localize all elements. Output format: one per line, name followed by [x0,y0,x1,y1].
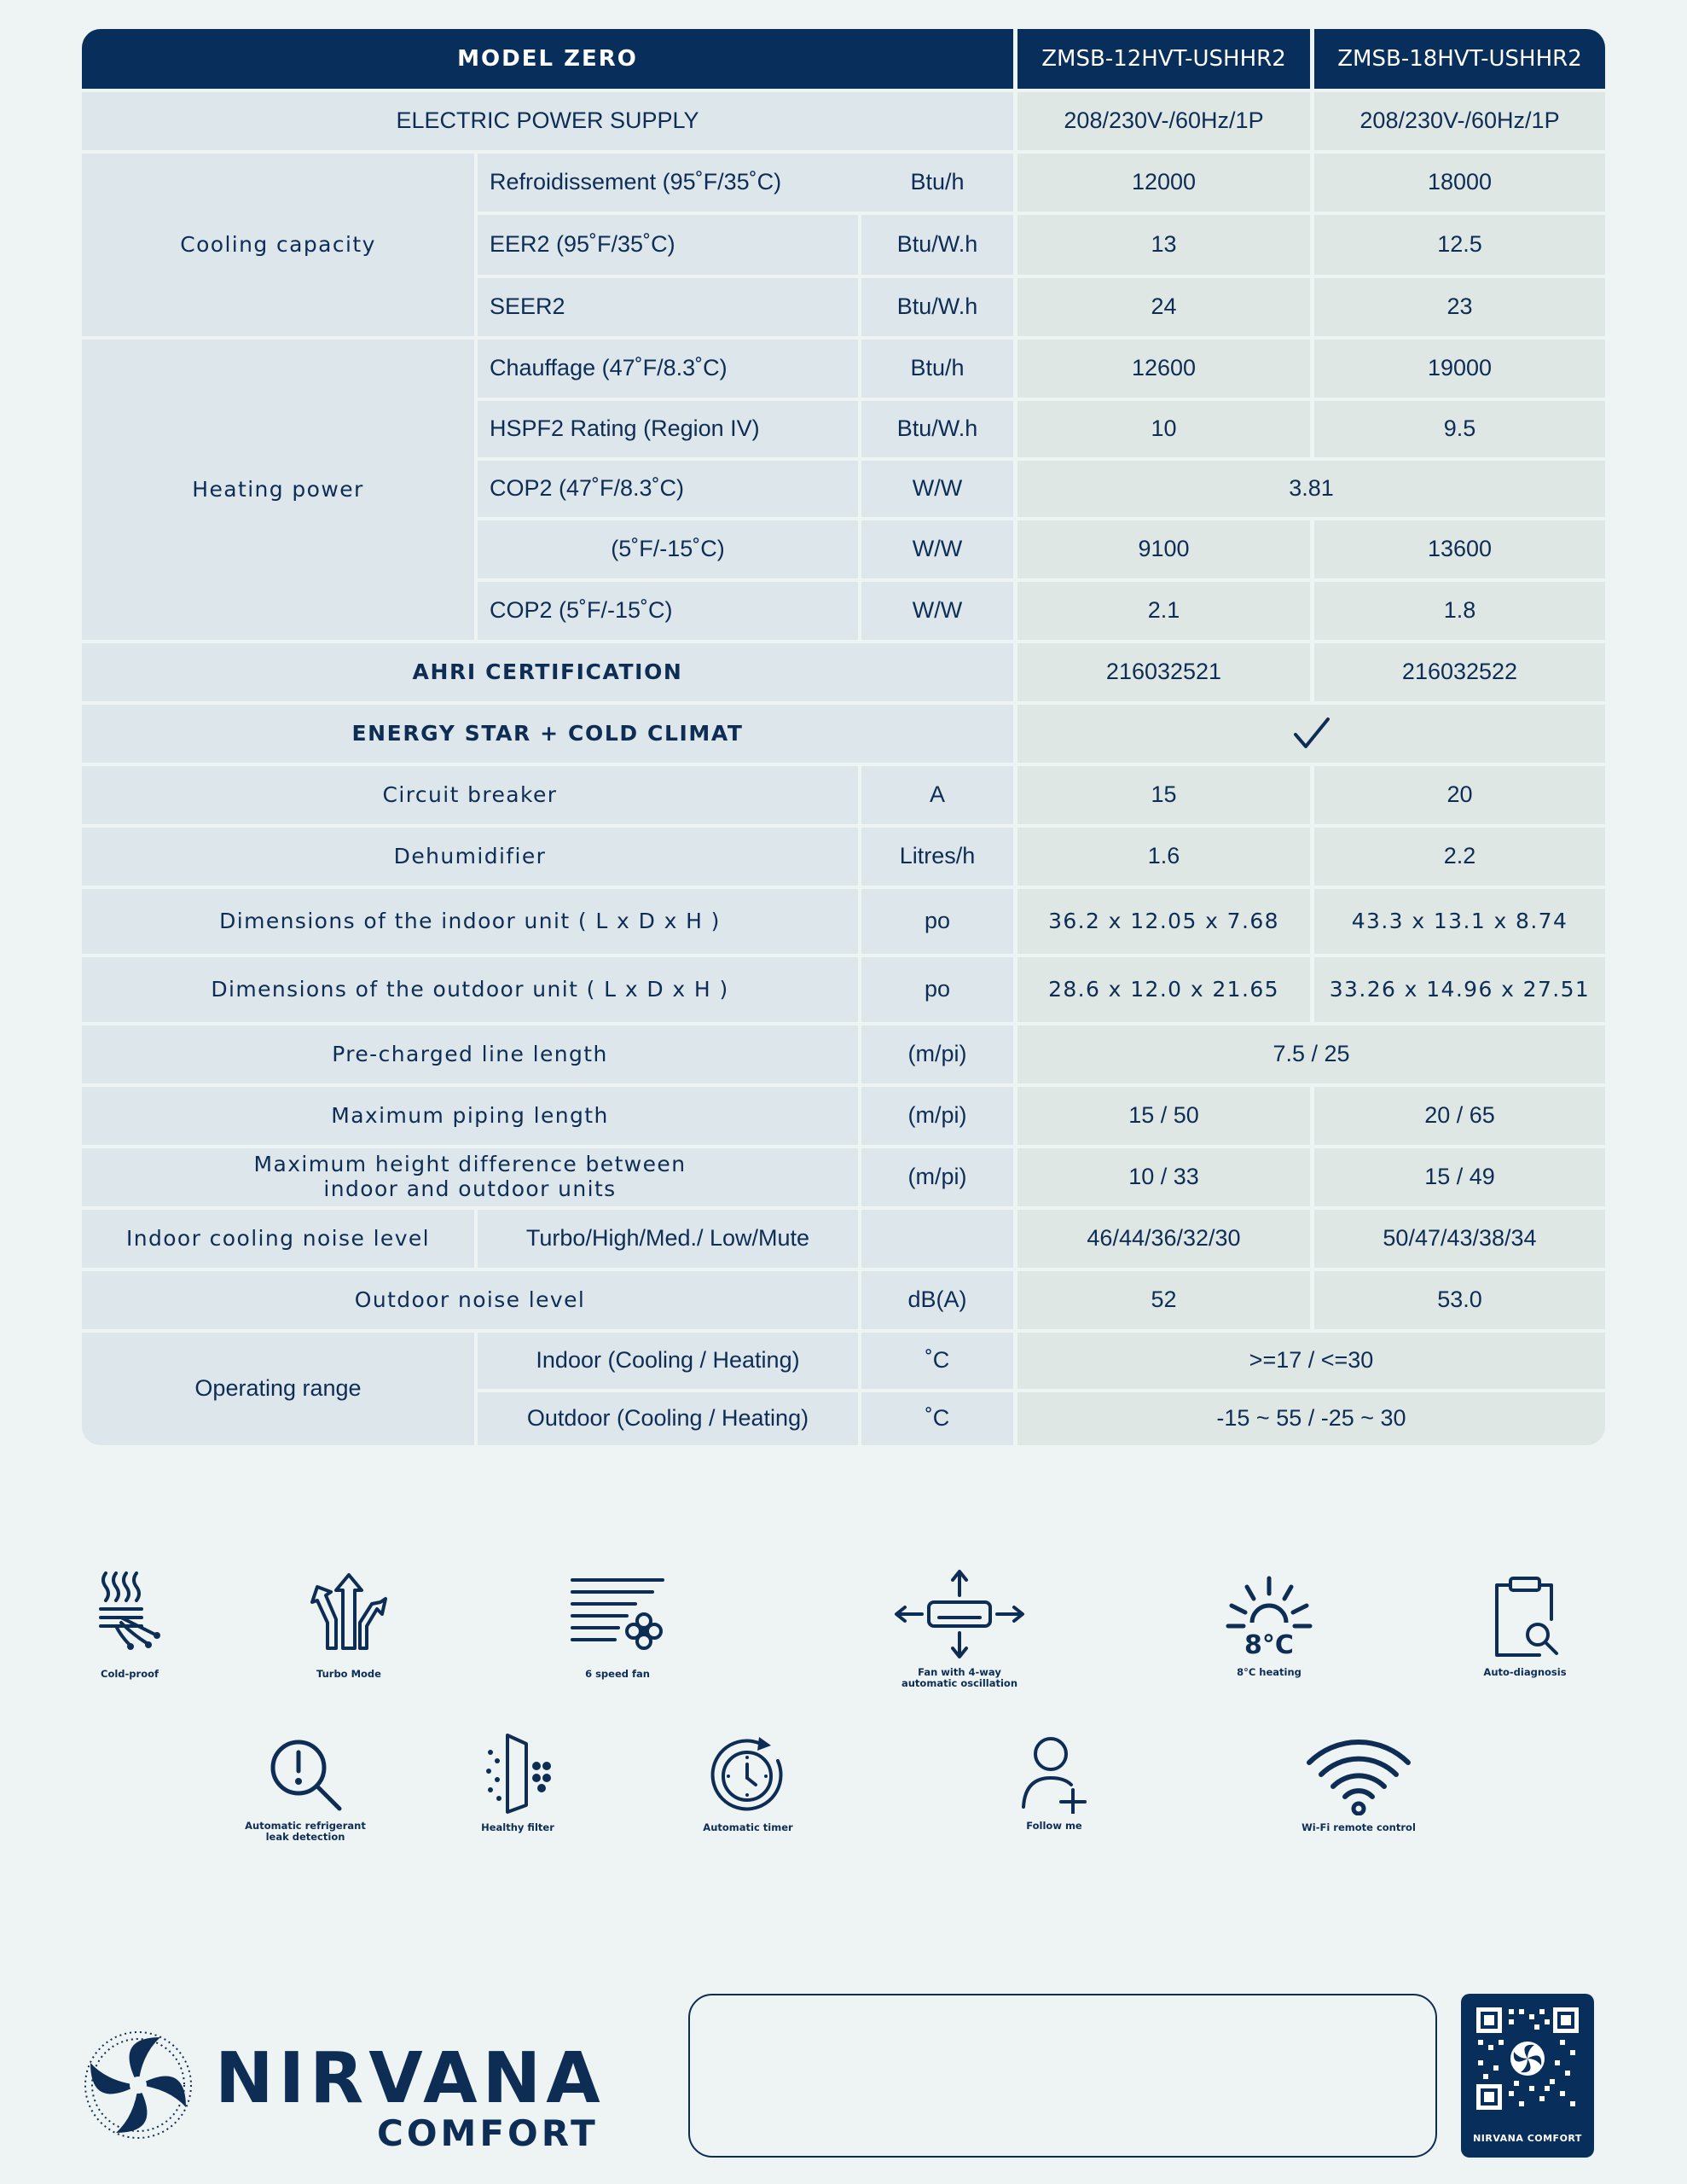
heating-row-value: 10 [1017,401,1310,457]
outdoor-noise-value-1: 52 [1017,1271,1310,1329]
healthy-filter-icon [482,1732,554,1815]
feature-automatic-timer [693,1735,803,1833]
heating-row-value: 9100 [1017,520,1310,578]
outdoor-noise-label: Outdoor noise level [82,1271,858,1329]
feature-leak-detection [230,1735,380,1843]
feature-label: Auto-diagnosis [1483,1666,1567,1678]
brand-subtitle: COMFORT [377,2112,599,2154]
model-title: MODEL ZERO [82,29,1013,89]
model-header-2: ZMSB-18HVT-USHHR2 [1314,29,1605,89]
heating-row-unit: W/W [861,520,1013,578]
precharged-label: Pre-charged line length [82,1025,858,1083]
model-header-1: ZMSB-12HVT-USHHR2 [1017,29,1310,89]
feature-label: Turbo Mode [316,1668,381,1680]
heating-row-merged-value: 3.81 [1017,461,1605,517]
brand-logo [78,2022,607,2154]
max-height-value-1: 10 / 33 [1017,1148,1310,1206]
max-piping-value-1: 15 / 50 [1017,1087,1310,1145]
qr-code-icon [1475,2006,1580,2111]
circuit-breaker-label: Circuit breaker [82,766,858,824]
circuit-breaker-value-2: 20 [1314,766,1605,824]
indoor-noise-sub: Turbo/High/Med./ Low/Mute [478,1210,858,1268]
heating-row-name: (5˚F/-15˚C) [478,520,858,578]
circuit-breaker-value-1: 15 [1017,766,1310,824]
heating-row-value: 2.1 [1017,582,1310,640]
cold-proof-icon [87,1566,172,1662]
max-height-unit: (m/pi) [861,1148,1013,1206]
fan-speed-icon [567,1573,668,1662]
dim-indoor-value-1: 36.2 x 12.05 x 7.68 [1017,889,1310,954]
feature-6-speed-fan [559,1573,675,1680]
qr-code-card [1461,1994,1594,2158]
indoor-noise-value-1: 46/44/36/32/30 [1017,1210,1310,1268]
max-piping-unit: (m/pi) [861,1087,1013,1145]
heating-group-label: Heating power [82,340,474,640]
max-height-label: Maximum height difference between indoor and outdoor units [82,1148,858,1206]
cooling-row-unit: Btu/h [861,154,1013,212]
feature-label: 6 speed fan [585,1668,650,1680]
cooling-group-label: Cooling capacity [82,154,474,336]
cooling-row-name: EER2 (95˚F/35˚C) [478,215,858,275]
cooling-row-name: SEER2 [478,278,858,336]
follow-me-icon [1020,1735,1088,1814]
dim-indoor-label: Dimensions of the indoor unit ( L x D x H ) [82,889,858,954]
nirvana-fan-logo-icon [78,2025,198,2145]
dehumidifier-value-2: 2.2 [1314,828,1605,886]
cooling-row-value: 12000 [1017,154,1310,212]
max-height-value-2: 15 / 49 [1314,1148,1605,1206]
outdoor-noise-unit: dB(A) [861,1271,1013,1329]
oscillation-icon [891,1566,1028,1660]
outdoor-noise-value-2: 53.0 [1314,1271,1605,1329]
feature-wifi [1288,1737,1429,1833]
heating-row-name: HSPF2 Rating (Region IV) [478,401,858,457]
operating-row-value: -15 ~ 55 / -25 ~ 30 [1017,1392,1605,1445]
heating-row-value: 13600 [1314,520,1605,578]
checkmark-icon [1292,714,1331,753]
dehumidifier-value-1: 1.6 [1017,828,1310,886]
indoor-noise-label: Indoor cooling noise level [82,1210,474,1268]
power-supply-value-2: 208/230V-/60Hz/1P [1314,92,1605,150]
dim-indoor-unit: po [861,889,1013,954]
qr-caption: NIRVANA COMFORT [1473,2133,1582,2144]
feature-label: 8°C heating [1237,1666,1301,1678]
cooling-row-unit: Btu/W.h [861,278,1013,336]
energy-star-value [1017,705,1605,763]
circuit-breaker-unit: A [861,766,1013,824]
feature-8c-heating [1218,1575,1320,1678]
power-supply-value-1: 208/230V-/60Hz/1P [1017,92,1310,150]
feature-label: Fan with 4-way automatic oscillation [901,1666,1018,1689]
heating-row-unit: W/W [861,582,1013,640]
feature-oscillation [878,1566,1041,1689]
heating-row-unit: Btu/W.h [861,401,1013,457]
ahri-value-2: 216032522 [1314,643,1605,701]
max-piping-label: Maximum piping length [82,1087,858,1145]
precharged-unit: (m/pi) [861,1025,1013,1083]
feature-cold-proof [78,1566,181,1680]
spec-table [82,29,1605,1445]
feature-healthy-filter [471,1732,565,1833]
leak-detection-icon [266,1735,345,1814]
timer-icon [708,1735,788,1815]
feature-turbo-mode [293,1571,404,1680]
cooling-row-value: 13 [1017,215,1310,275]
feature-label: Follow me [1026,1820,1082,1832]
heating-row-unit: Btu/h [861,340,1013,398]
feature-auto-diagnosis [1474,1575,1576,1678]
heating-8c-icon [1225,1575,1313,1660]
max-piping-value-2: 20 / 65 [1314,1087,1605,1145]
heating-row-unit: W/W [861,461,1013,517]
feature-label: Wi-Fi remote control [1301,1821,1416,1833]
indoor-noise-unit [861,1210,1013,1268]
ahri-value-1: 216032521 [1017,643,1310,701]
heating-row-value: 9.5 [1314,401,1605,457]
feature-label: Cold-proof [101,1668,159,1680]
operating-row-unit: ˚C [861,1333,1013,1389]
precharged-value: 7.5 / 25 [1017,1025,1605,1083]
cooling-row-name: Refroidissement (95˚F/35˚C) [478,154,938,212]
heating-row-name: COP2 (5˚F/-15˚C) [478,582,858,640]
heating-row-name: COP2 (47˚F/8.3˚C) [478,461,858,517]
dim-indoor-value-2: 43.3 x 13.1 x 8.74 [1314,889,1605,954]
cooling-row-value: 12.5 [1314,215,1605,275]
dim-outdoor-value-2: 33.26 x 14.96 x 27.51 [1314,957,1605,1022]
feature-follow-me [1012,1735,1097,1832]
heating-8c-text: 8°C [1244,1630,1294,1660]
heating-row-name: Chauffage (47˚F/8.3˚C) [478,340,858,398]
turbo-mode-icon [302,1571,396,1662]
empty-note-box [688,1994,1437,2158]
ahri-label: AHRI CERTIFICATION [82,643,1013,701]
power-supply-label: ELECTRIC POWER SUPPLY [82,92,1013,150]
heating-row-value: 1.8 [1314,582,1605,640]
feature-label: Healthy filter [481,1821,554,1833]
heating-row-value: 19000 [1314,340,1605,398]
operating-row-name: Outdoor (Cooling / Heating) [478,1392,858,1445]
indoor-noise-value-2: 50/47/43/38/34 [1314,1210,1605,1268]
cooling-row-unit: Btu/W.h [861,215,1013,275]
operating-row-unit: ˚C [861,1392,1013,1445]
brand-name: NIRVANA [215,2038,606,2119]
dim-outdoor-value-1: 28.6 x 12.0 x 21.65 [1017,957,1310,1022]
feature-label: Automatic timer [703,1821,793,1833]
operating-row-name: Indoor (Cooling / Heating) [478,1333,858,1389]
cooling-row-value: 24 [1017,278,1310,336]
wifi-icon [1304,1737,1413,1815]
cooling-row-value: 23 [1314,278,1605,336]
cooling-row-value: 18000 [1314,154,1605,212]
heating-row-value: 12600 [1017,340,1310,398]
feature-label: Automatic refrigerant leak detection [245,1820,366,1843]
dehumidifier-label: Dehumidifier [82,828,858,886]
dehumidifier-unit: Litres/h [861,828,1013,886]
dim-outdoor-label: Dimensions of the outdoor unit ( L x D x H ) [82,957,858,1022]
dim-outdoor-unit: po [861,957,1013,1022]
operating-row-value: >=17 / <=30 [1017,1333,1605,1389]
auto-diagnosis-icon [1487,1575,1563,1660]
operating-group-label: Operating range [82,1333,474,1445]
energy-star-label: ENERGY STAR + COLD CLIMAT [82,705,1013,763]
